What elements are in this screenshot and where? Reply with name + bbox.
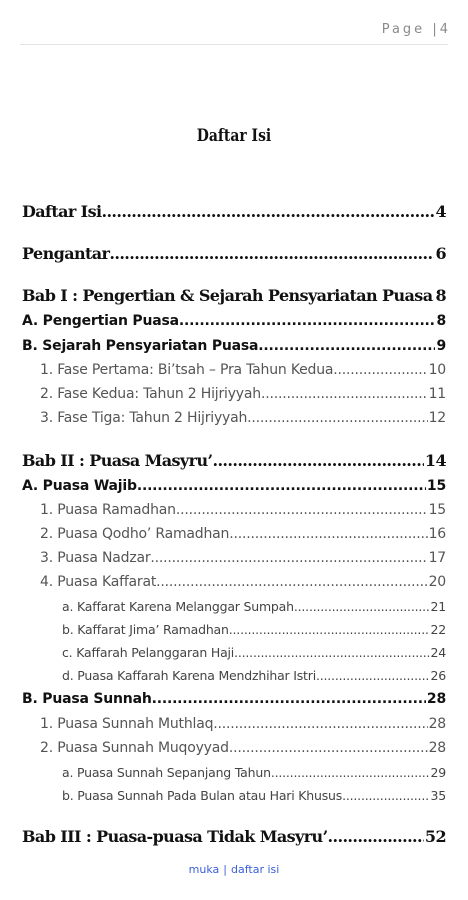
header-divider xyxy=(20,44,448,45)
page-word: Page xyxy=(381,22,426,37)
toc-link[interactable]: daftar isi xyxy=(231,863,280,876)
toc-entry-kaffarat-jima[interactable]: b. Kaffarat Jima’ Ramadhan ..... 22 xyxy=(62,622,446,637)
toc-entry-sunnah-muthlaq[interactable]: 1. Puasa Sunnah Muthlaq ..... 28 xyxy=(40,716,446,732)
toc-entry-kaffarat-sumpah[interactable]: a. Kaffarat Karena Melanggar Sumpah ..... 21 xyxy=(62,599,446,614)
footer-separator: | xyxy=(223,863,227,876)
toc-entry-bab-3[interactable]: Bab III : Puasa-puasa Tidak Masyru’ ..... 52 xyxy=(22,827,446,846)
toc-entry-puasa-wajib[interactable]: A. Puasa Wajib ..... 15 xyxy=(22,478,446,494)
toc-entry-fase-kedua[interactable]: 2. Fase Kedua: Tahun 2 Hijriyyah ..... 11 xyxy=(40,386,446,402)
toc-entry-sunnah-muqoyyad[interactable]: 2. Puasa Sunnah Muqoyyad ..... 28 xyxy=(40,740,446,756)
toc-entry-puasa-qodho[interactable]: 2. Puasa Qodho’ Ramadhan ..... 16 xyxy=(40,526,446,542)
toc-title: Daftar Isi xyxy=(196,126,272,146)
toc-entry-fase-pertama[interactable]: 1. Fase Pertama: Bi’tsah – Pra Tahun Kedua ..... 10 xyxy=(40,362,446,378)
footer-nav xyxy=(0,863,468,876)
toc-entry-pengantar[interactable]: Pengantar ..... 6 xyxy=(22,244,446,263)
toc-entry-puasa-nadzar[interactable]: 3. Puasa Nadzar ..... 17 xyxy=(40,550,446,566)
toc-entry-bab-1[interactable]: Bab I : Pengertian & Sejarah Pensyariatan Puasa ..... 8 xyxy=(22,286,446,305)
toc-entry-puasa-kaffarat[interactable]: 4. Puasa Kaffarat ..... 20 xyxy=(40,574,446,590)
toc-entry-sunnah-bulan-khusus[interactable]: b. Puasa Sunnah Pada Bulan atau Hari Khusus ..... 35 xyxy=(62,788,446,803)
page-header xyxy=(382,22,448,37)
toc-entry-bab-2[interactable]: Bab II : Puasa Masyru’ ..... 14 xyxy=(22,451,446,470)
toc-entry-puasa-ramadhan[interactable]: 1. Puasa Ramadhan ..... 15 xyxy=(40,502,446,518)
home-link[interactable]: muka xyxy=(188,863,220,876)
toc-entry-kaffarah-haji[interactable]: c. Kaffarah Pelanggaran Haji ..... 24 xyxy=(62,645,446,660)
page-separator: | xyxy=(432,22,440,37)
page-number: 4 xyxy=(439,22,448,37)
toc-entry-sejarah-pensyariatan[interactable]: B. Sejarah Pensyariatan Puasa ..... 9 xyxy=(22,338,446,354)
toc-entry-pengertian-puasa[interactable]: A. Pengertian Puasa ..... 8 xyxy=(22,313,446,329)
toc-entry-sunnah-sepanjang-tahun[interactable]: a. Puasa Sunnah Sepanjang Tahun ..... 29 xyxy=(62,765,446,780)
toc-entry-fase-tiga[interactable]: 3. Fase Tiga: Tahun 2 Hijriyyah ..... 12 xyxy=(40,410,446,426)
toc-entry-puasa-sunnah[interactable]: B. Puasa Sunnah ..... 28 xyxy=(22,691,446,707)
toc-entry-kaffarah-dzihar[interactable]: d. Puasa Kaffarah Karena Mendzhihar Istri ..... 26 xyxy=(62,668,446,683)
toc-entry-daftar-isi[interactable]: Daftar Isi ..... 4 xyxy=(22,202,446,221)
